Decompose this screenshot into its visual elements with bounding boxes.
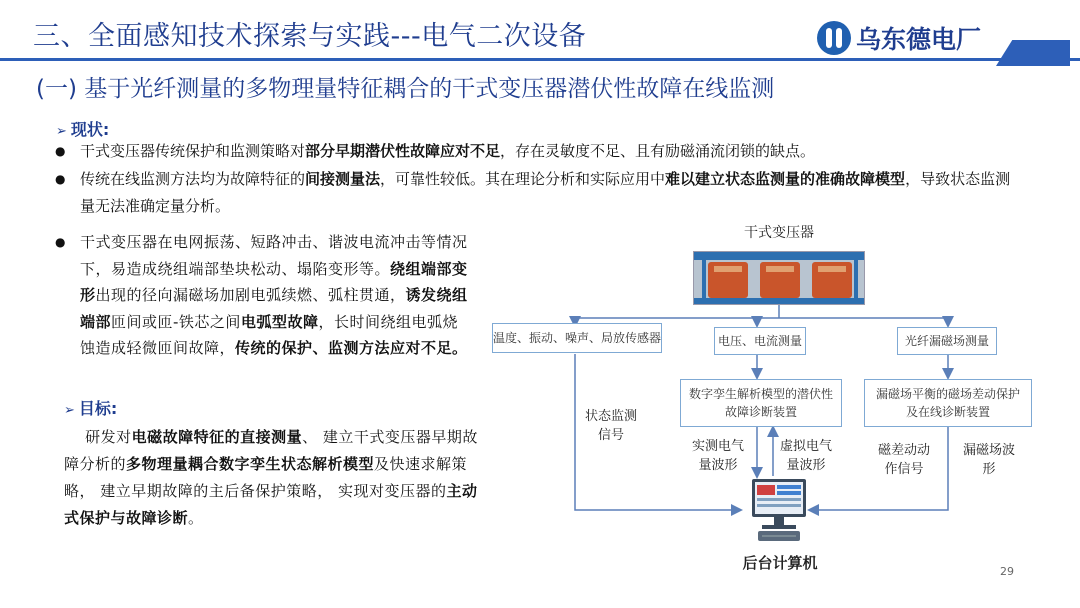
page-number: 29 xyxy=(1000,565,1014,578)
status-bullet-2: ● 传统在线监测方法均为故障特征的间接测量法，可靠性较低。其在理论分析和实际应用中难以建立状态监测量的准确故障模型，导致状态监测量无法准确定量分析。 xyxy=(80,166,1020,220)
bullet-dot-icon: ● xyxy=(55,144,66,158)
measured-wave-label: 实测电气量波形 xyxy=(691,439,744,473)
transformer-label: 干式变压器 xyxy=(744,225,814,241)
bullet-dot-icon: ● xyxy=(55,235,66,249)
differential-signal-label: 磁差动动作信号 xyxy=(877,443,930,477)
status-bullet-1: ● 干式变压器传统保护和监测策略对部分早期潜伏性故障应对不足，存在灵敏度不足、且有励磁涌流闭锁的缺点。 xyxy=(80,138,815,165)
goal-text: 研发对电磁故障特征的直接测量、 建立干式变压器早期故障分析的多物理量耦合数字孪生状态解析模型及快速求解策略， 建立早期故障的主后备保护策略， 实现对变压器的主动式保护与故障诊断。 xyxy=(64,428,478,527)
goal-heading: ➢ 目标: xyxy=(64,399,118,418)
computer-icon xyxy=(750,477,808,543)
virtual-wave-label: 虚拟电气量波形 xyxy=(779,439,832,473)
state-signal-label: 状态监测信号 xyxy=(585,409,638,443)
bullet-dot-icon: ● xyxy=(55,172,66,186)
sensor-box: 温度、振动、噪声、局放传感器 xyxy=(492,323,662,353)
leakage-differential-box: 漏磁场平衡的磁场差动保护及在线诊断装置 xyxy=(864,379,1032,427)
section-subtitle: (一) 基于光纤测量的多物理量特征耦合的干式变压器潜伏性故障在线监测 xyxy=(36,76,775,102)
arrow-icon: ➢ xyxy=(64,403,75,418)
status-bullet-3: ● 干式变压器在电网振荡、短路冲击、谐波电流冲击等情况下，易造成绕组端部垫块松动、塌陷变形等。绕组端部变形出现的径向漏磁场加剧电弧续燃、弧柱贯通，诱发绕组端部匝间或匝-铁芯之间电弧型故障，长时间绕组电弧烧蚀造成轻微匝间故障，传统的保护、监测方法应对不足。 xyxy=(80,229,470,362)
status-heading: ➢ 现状: xyxy=(56,120,110,139)
voltage-current-box: 电压、电流测量 xyxy=(714,327,806,355)
logo-text: 乌东德电厂 xyxy=(856,25,982,54)
slide-title: 三、全面感知技术探索与实践---电气二次设备 xyxy=(33,21,587,52)
computer-label: 后台计算机 xyxy=(742,554,818,572)
leakage-wave-label: 漏磁场波形 xyxy=(963,443,1016,477)
fiber-leakage-box: 光纤漏磁场测量 xyxy=(897,327,997,355)
digital-twin-box: 数字孪生解析模型的潜伏性故障诊断装置 xyxy=(680,379,842,427)
arrow-icon: ➢ xyxy=(56,124,67,139)
